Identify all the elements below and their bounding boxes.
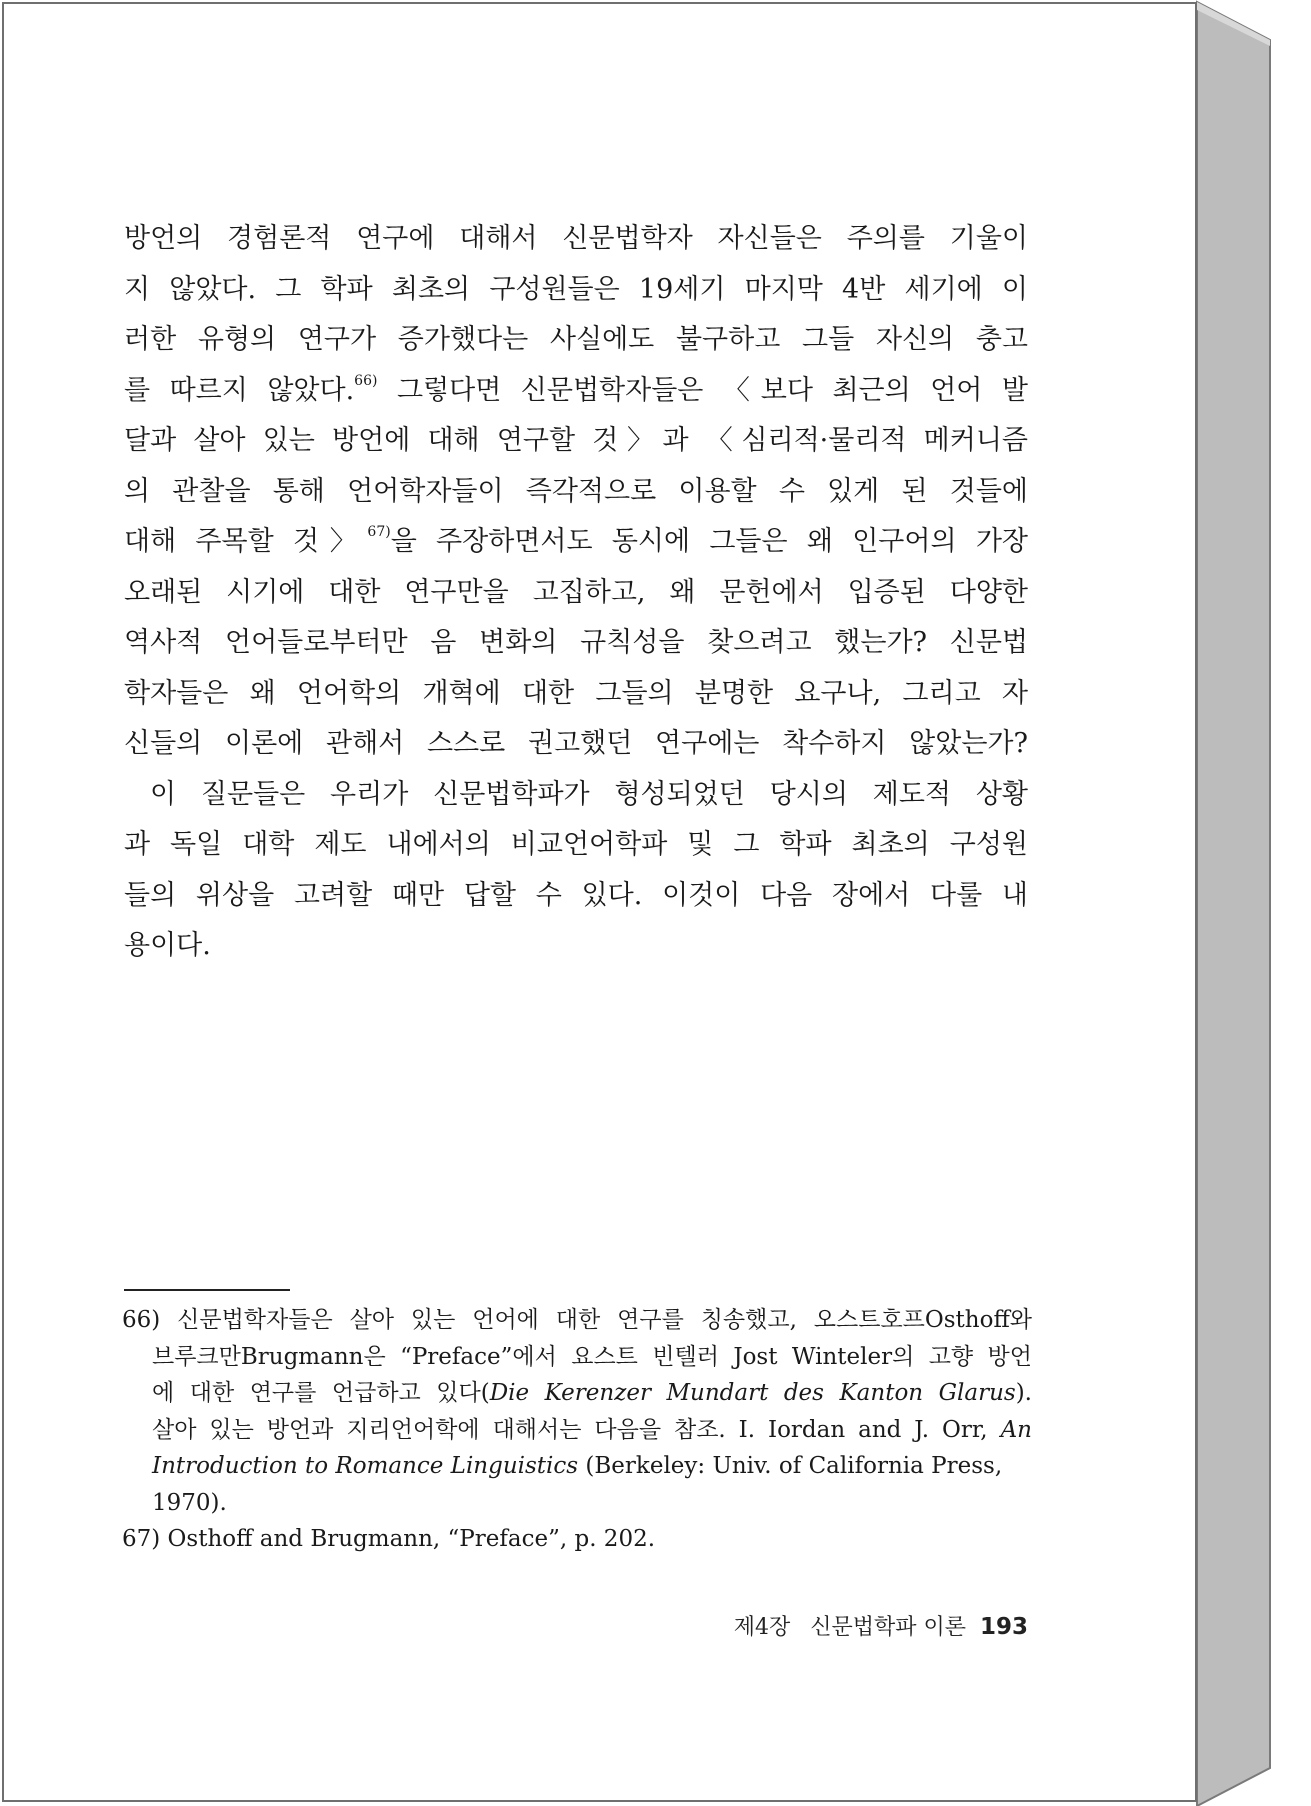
footnote-text: 살아 있는 방언과 지리언어학에 대해서는 다음을 참조. I. Iordan and J. Orr, xyxy=(152,1416,1001,1443)
body-line: 과 독일 대학 제도 내에서의 비교언어학파 및 그 학파 최초의 구성원 xyxy=(124,829,1028,860)
footnote-italic-title: An xyxy=(1000,1416,1032,1443)
footer-chapter: 제4장 xyxy=(733,1615,791,1640)
body-line-part: 를 따르지 않았다. xyxy=(124,374,355,406)
body-line: 이 질문들은 우리가 신문법학파가 형성되었던 당시의 제도적 상황 xyxy=(150,778,1028,810)
body-line-part: 그렇다면 신문법학자들은 〈보다 최근의 언어 발 xyxy=(396,374,1028,406)
footnote-ref-67[interactable]: 67) xyxy=(367,524,391,540)
body-line: 방언의 경험론적 연구에 대해서 신문법학자 자신들은 주의를 기울이 xyxy=(124,223,1028,254)
body-line: 달과 살아 있는 방언에 대해 연구할 것〉과 〈심리적·물리적 메커니즘 xyxy=(124,425,1028,456)
footnote-66-line xyxy=(122,1375,1032,1412)
body-line xyxy=(124,517,1028,568)
footnote-66-line xyxy=(122,1448,1032,1485)
footnote-ref-66[interactable]: 66) xyxy=(354,372,378,389)
footnote-divider xyxy=(124,1289,290,1291)
body-line: 들의 위상을 고려할 때만 답할 수 있다. 이것이 다음 장에서 다룰 내 xyxy=(124,879,1028,911)
body-line: 신들의 이론에 관해서 스스로 권고했던 연구에는 착수하지 않았는가? xyxy=(124,728,1028,759)
body-line-part: 을 주장하면서도 동시에 그들은 왜 인구어의 가장 xyxy=(390,526,1028,557)
body-line: 오래된 시기에 대한 연구만을 고집하고, 왜 문헌에서 입증된 다양한 xyxy=(124,576,1028,608)
body-line-part: 대해 주목할 것〉 xyxy=(124,526,368,557)
footnotes xyxy=(122,1302,1032,1558)
body-line: 지 않았다. 그 학파 최초의 구성원들은 19세기 마지막 4반 세기에 이 xyxy=(124,273,1028,305)
footnote-italic-title: Die Kerenzer Mundart des Kanton Glarus xyxy=(489,1380,1016,1406)
footnote-italic-title: Introduction to Romance Linguistics xyxy=(152,1453,579,1479)
body-line: 학자들은 왜 언어학의 개혁에 대한 그들의 분명한 요구나, 그리고 자 xyxy=(124,677,1028,709)
body-line: 의 관찰을 통해 언어학자들이 즉각적으로 이용할 수 있게 된 것들에 xyxy=(124,475,1028,507)
body-line: 역사적 언어들로부터만 음 변화의 규칙성을 찾으려고 했는가? 신문법 xyxy=(124,627,1028,658)
footnote-67: 67) Osthoff and Brugmann, “Preface”, p. 202. xyxy=(122,1526,656,1552)
body-line: 용이다. xyxy=(124,930,211,961)
footnote-66-line: 66) 신문법학자들은 살아 있는 언어에 대한 연구를 칭송했고, 오스트호프Osthoff와 xyxy=(122,1307,1032,1333)
footnote-66-line: 브루크만Brugmann은 “Preface”에서 요스트 빈텔러 Jost Winteler의 고향 방언 xyxy=(152,1343,1032,1370)
body-line: 러한 유형의 연구가 증가했다는 사실에도 불구하고 그들 자신의 충고 xyxy=(124,324,1028,355)
footnote-66-line xyxy=(122,1412,1032,1449)
footer-title: 신문법학파 이론 xyxy=(810,1615,966,1640)
body-text xyxy=(124,214,1028,972)
footnote-text: ). xyxy=(1015,1380,1032,1406)
page-number: 193 xyxy=(979,1614,1028,1640)
running-footer xyxy=(680,1610,1028,1641)
body-line xyxy=(124,366,1028,417)
footnote-66-line: 1970). xyxy=(152,1489,227,1516)
footnote-text: 에 대한 연구를 언급하고 있다( xyxy=(152,1380,490,1406)
footnote-text: (Berkeley: Univ. of California Press, xyxy=(578,1453,1003,1479)
